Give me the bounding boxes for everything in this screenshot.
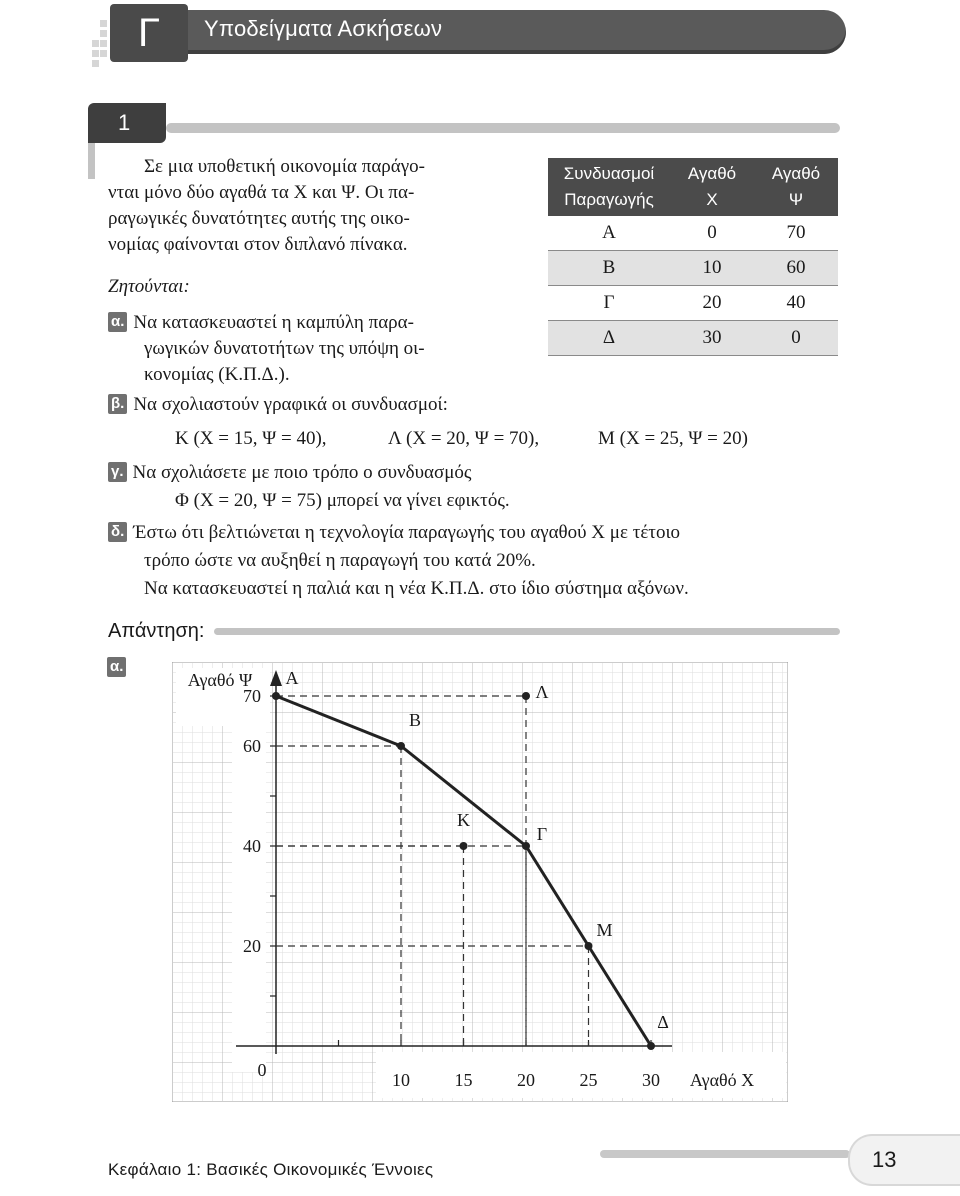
- task-c-line: Φ (Χ = 20, Ψ = 75) μπορεί να γίνει εφικτός.: [175, 490, 510, 511]
- data-point: [272, 692, 280, 700]
- table-header: Συνδυασμοί Παραγωγής: [548, 158, 670, 216]
- combo-l: Λ (Χ = 20, Ψ = 70),: [388, 428, 540, 449]
- task-d-line: Έστω ότι βελτιώνεται η τεχνολογία παραγωγής του αγαθού Χ με τέτοιο: [133, 522, 681, 543]
- y-tick-label: 60: [243, 736, 261, 756]
- x-tick-label: 0: [257, 1060, 267, 1080]
- y-tick-label: 20: [243, 936, 261, 956]
- y-axis-label: Αγαθό Ψ: [187, 670, 253, 690]
- task-a-label: α.: [108, 312, 127, 332]
- production-table: [548, 158, 838, 356]
- task-b: [108, 392, 448, 418]
- point-label: Β: [408, 710, 422, 730]
- task-d-line: τρόπο ώστε να αυξηθεί η παραγωγή του κατά 20%.: [144, 550, 536, 571]
- exercise-side-bar: [88, 143, 95, 179]
- footer-bar: [600, 1150, 850, 1158]
- answer-part-label: α.: [107, 657, 126, 677]
- intro-line: νται μόνο δύο αγαθά τα Χ και Ψ. Οι πα-: [108, 182, 415, 203]
- header-decoration: [88, 20, 108, 66]
- table-row: Α 0 70: [548, 216, 838, 251]
- table-row: Β 10 60: [548, 251, 838, 286]
- x-tick-label: 20: [517, 1070, 535, 1090]
- point-label: Κ: [457, 810, 470, 830]
- task-b-label: β.: [108, 394, 127, 414]
- task-b-line: Να σχολιαστούν γραφικά οι συνδυασμοί:: [133, 394, 448, 415]
- task-c-label: γ.: [108, 462, 127, 482]
- data-point: [522, 842, 530, 850]
- x-axis-label: Αγαθό Χ: [689, 1070, 755, 1090]
- intro-line: Σε μια υποθετική οικονομία παράγο-: [144, 156, 425, 177]
- task-d-label: δ.: [108, 522, 127, 542]
- data-point: [397, 742, 405, 750]
- exercise-rule: [166, 123, 840, 133]
- ppf-chart: [172, 662, 788, 1102]
- table-row: Δ 30 0: [548, 321, 838, 356]
- x-tick-label: 25: [579, 1070, 598, 1090]
- page-number: 13: [848, 1134, 960, 1186]
- task-a-line: γωγικών δυνατοτήτων της υπόψη οι-: [144, 338, 425, 359]
- answer-rule: [214, 628, 840, 635]
- task-c: [108, 460, 471, 486]
- section-title: Υποδείγματα Ασκήσεων: [204, 16, 443, 41]
- table-row: Γ 20 40: [548, 286, 838, 321]
- y-tick-label: 40: [243, 836, 261, 856]
- table-header: Αγαθό Χ: [670, 158, 754, 216]
- point-label: Α: [285, 668, 299, 688]
- combo-k: Κ (Χ = 15, Ψ = 40),: [175, 428, 327, 449]
- data-point: [460, 842, 468, 850]
- chapter-title: Κεφάλαιο 1: Βασικές Οικονομικές Έννοιες: [108, 1160, 434, 1179]
- x-tick-label: 10: [392, 1070, 410, 1090]
- exercise-number: 1: [88, 103, 166, 143]
- task-a-line: Να κατασκευαστεί η καμπύλη παρα-: [133, 312, 414, 333]
- intro-line: ραγωγικές δυνατότητες αυτής της οικο-: [108, 208, 410, 229]
- y-tick-label: 70: [243, 686, 261, 706]
- requested-heading: Ζητούνται:: [108, 276, 190, 297]
- task-a-line: κονομίας (Κ.Π.Δ.).: [144, 364, 290, 385]
- answer-part-a: [107, 655, 132, 681]
- task-c-line: Να σχολιάσετε με ποιο τρόπο ο συνδυασμός: [132, 462, 472, 483]
- point-label: Λ: [535, 682, 549, 702]
- intro-line: νομίας φαίνονται στον διπλανό πίνακα.: [108, 234, 408, 255]
- point-label: Δ: [657, 1012, 669, 1032]
- data-point: [647, 1042, 655, 1050]
- point-label: Μ: [596, 920, 613, 940]
- task-d-line: Να κατασκευαστεί η παλιά και η νέα Κ.Π.Δ. στο ίδιο σύστημα αξόνων.: [144, 578, 689, 599]
- data-point: [585, 942, 593, 950]
- task-a: [108, 310, 414, 336]
- task-d: [108, 520, 680, 546]
- combo-m: Μ (Χ = 25, Ψ = 20): [598, 428, 748, 449]
- answer-heading: Απάντηση:: [108, 620, 205, 642]
- x-tick-label: 30: [642, 1070, 660, 1090]
- section-badge: Γ: [110, 4, 188, 62]
- data-point: [522, 692, 530, 700]
- x-tick-label: 15: [454, 1070, 473, 1090]
- table-header: Αγαθό Ψ: [754, 158, 838, 216]
- point-label: Γ: [536, 824, 548, 844]
